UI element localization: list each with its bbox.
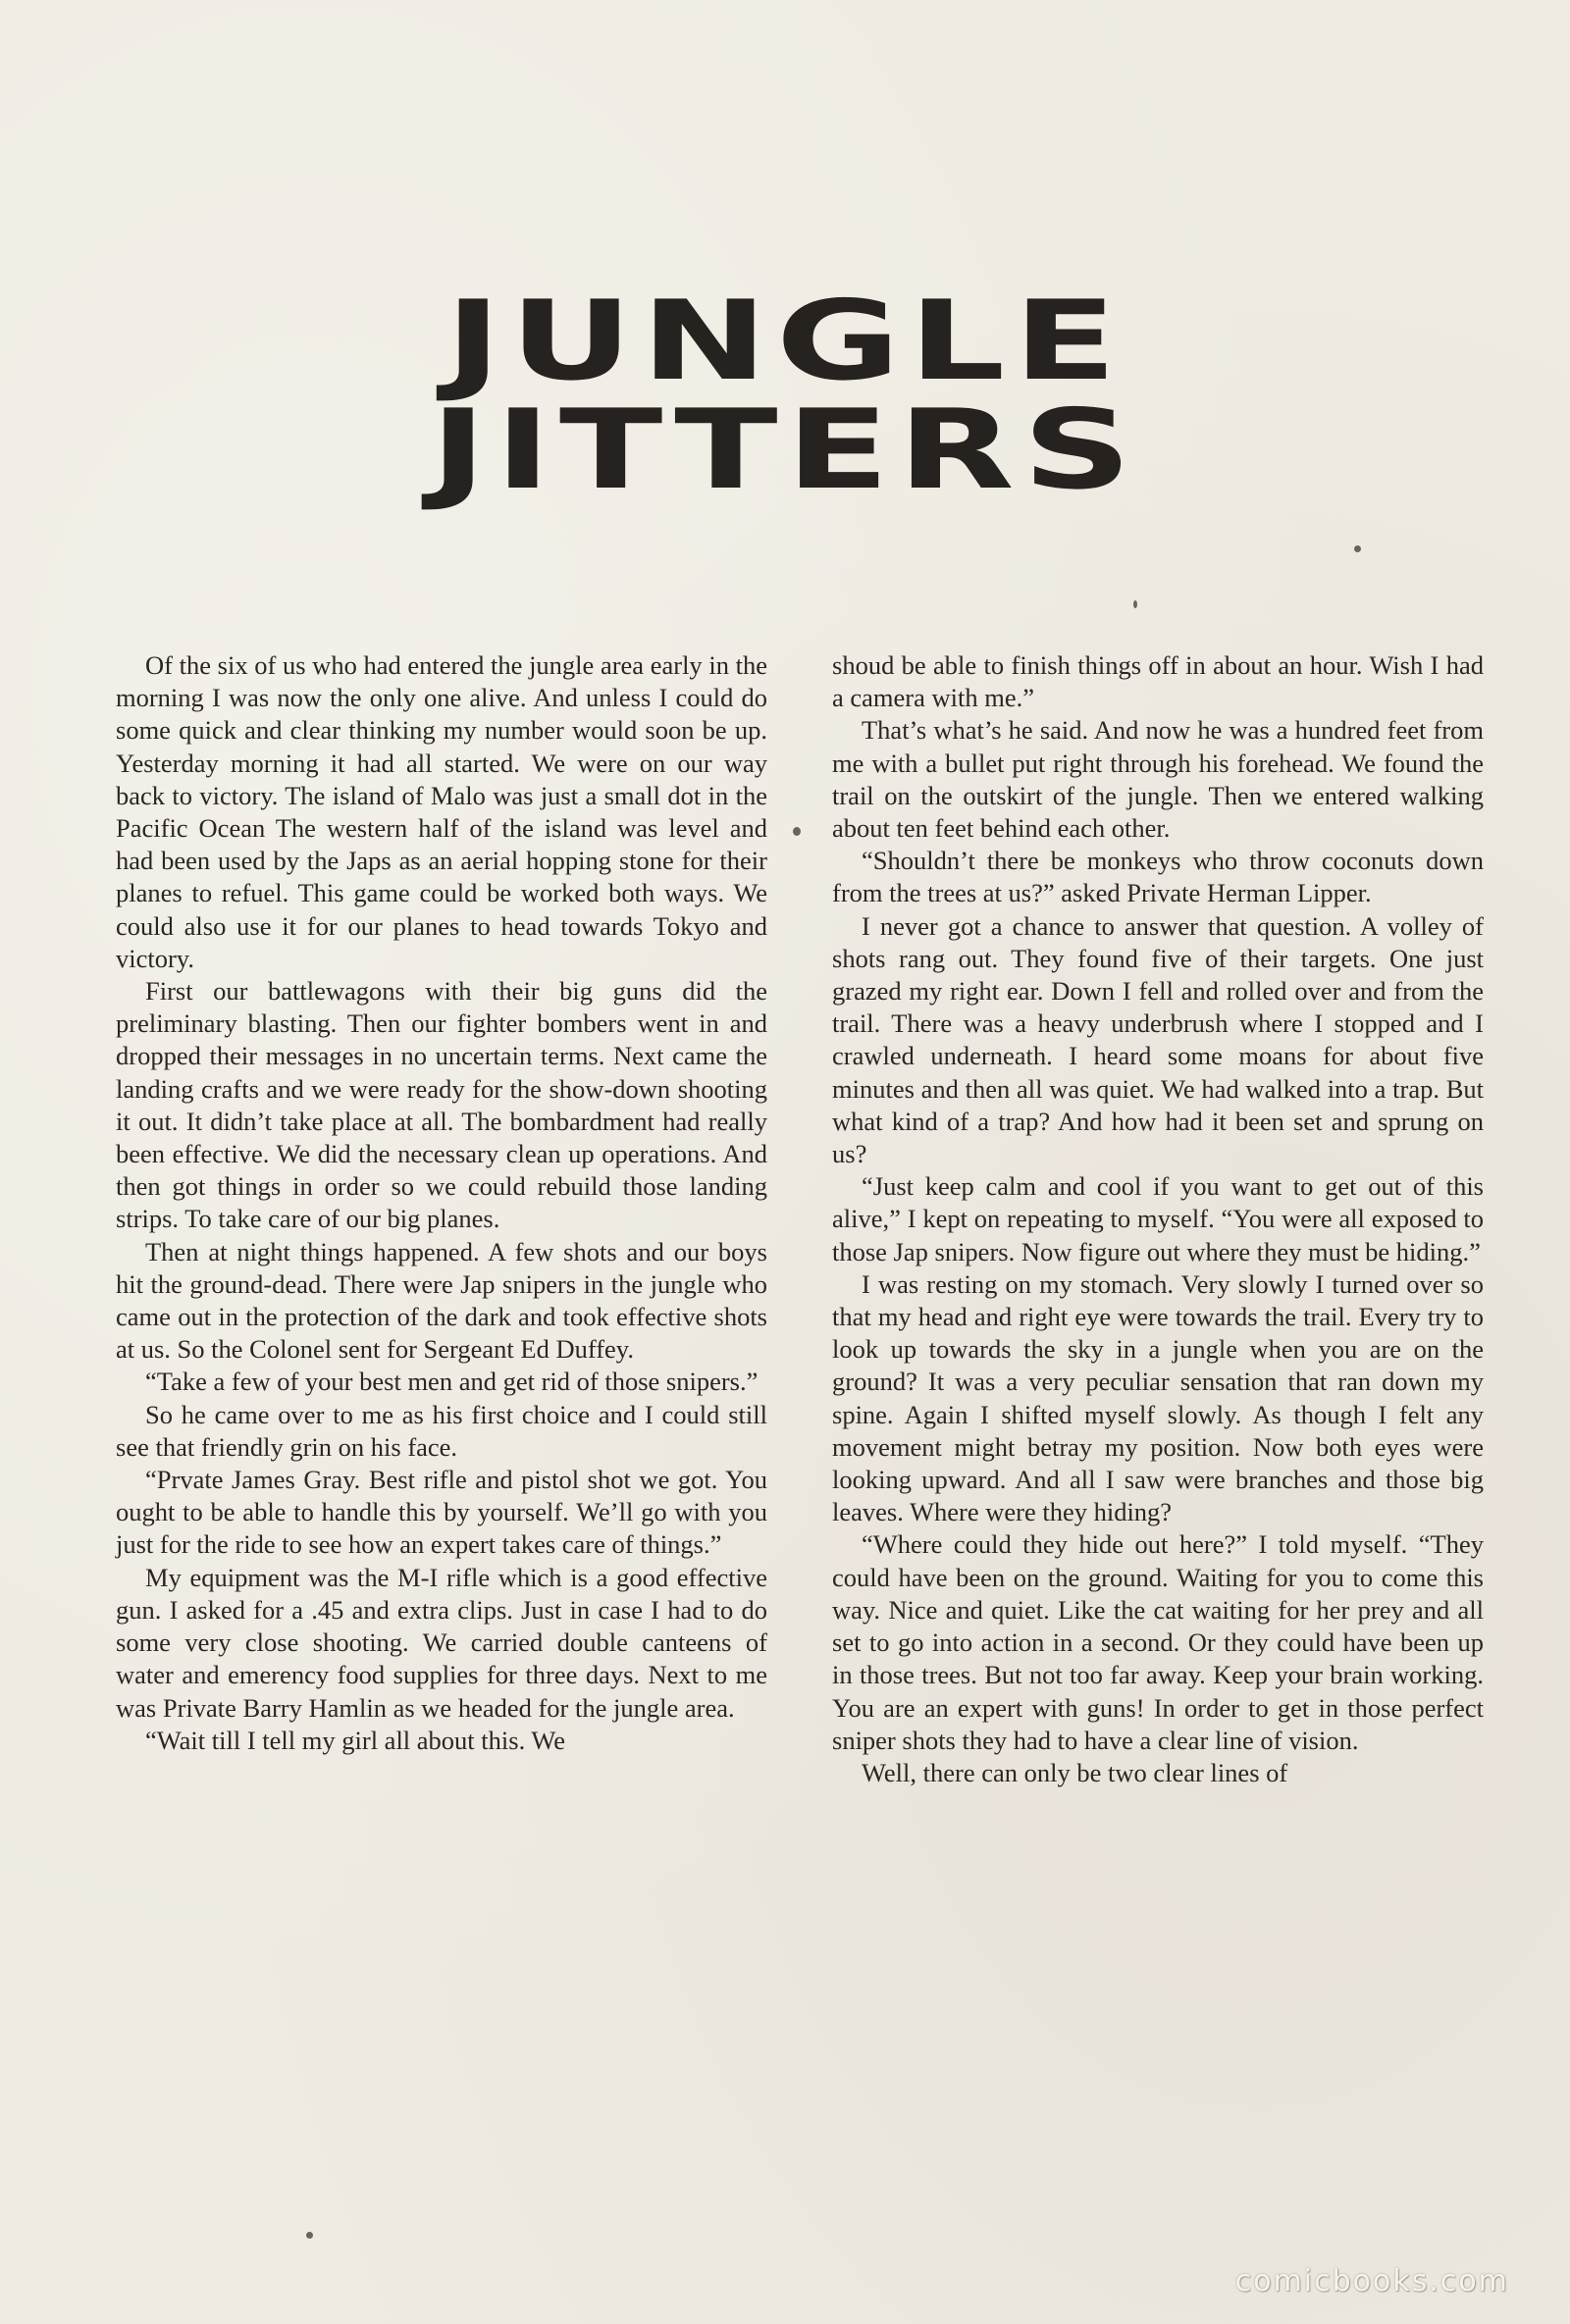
print-speck <box>793 827 801 836</box>
paragraph: “Wait till I tell my girl all about this. We <box>145 1725 565 1755</box>
paragraph: “Shouldn’t there be monkeys who throw coconuts down from the trees at us?” asked Private Herman Lipper. <box>832 846 1484 908</box>
print-speck <box>306 2232 313 2239</box>
right-text-column <box>832 649 1484 1789</box>
paragraph: My equipment was the M-I rifle which is a good effective gun. I asked for a .45 and extra clips. Just in case I had to do some very close shooting. We carried double canteens of water and emerency food supplies for three days. Next to me was Private Barry Hamlin as we headed for the jungle area. <box>116 1562 767 1723</box>
paragraph: Of the six of us who had entered the jungle area early in the morning I was now the only one alive. And unless I could do some quick and clear thinking my number would soon be up. Yesterday morning it had all started. We were on our way back to victory. The island of Malo was just a small dot in the Pacific Ocean The western half of the island was level and had been used by the Japs as an aerial hopping stone for their planes to refuel. This game could be worked both ways. We could also use it for our planes to head towards Tokyo and victory. <box>116 650 767 973</box>
paragraph: That’s what’s he said. And now he was a hundred feet from me with a bullet put right through his forehead. We found the trail on the outskirt of the jungle. Then we entered walking about ten feet behind each other. <box>832 715 1484 844</box>
print-speck <box>1354 545 1361 552</box>
paragraph: I never got a chance to answer that question. A volley of shots rang out. They found five of their targets. One just grazed my right ear. Down I fell and rolled over and from the trail. There was a heavy underbrush where I stopped and I crawled underneath. I heard some moans for about five minutes and then all was quiet. We had walked into a trap. But what kind of a trap? And how had it been set and sprung on us? <box>832 910 1484 1169</box>
print-speck <box>1133 600 1137 608</box>
paragraph: “Where could they hide out here?” I told myself. “They could have been on the ground. Waiting for you to come this way. Nice and quiet. Like the cat waiting for her prey and all set to go into action in a second. Or they could have been up in those trees. But not too far away. Keep your brain working. You are an expert with guns! In order to get in those perfect sniper shots they had to have a clear line of vision. <box>832 1529 1484 1755</box>
paragraph: Well, there can only be two clear lines of <box>862 1757 1288 1787</box>
left-text-column <box>116 649 767 1757</box>
story-title-line-1: JUNGLE <box>445 278 1125 405</box>
paragraph: “Take a few of your best men and get rid of those snipers.” <box>145 1367 759 1397</box>
paragraph: So he came over to me as his first choice and I could still see that friendly grin on his face. <box>116 1399 767 1462</box>
paragraph: I was resting on my stomach. Very slowly I turned over so that my head and right eye were towards the trail. Every try to look up towards the sky in a jungle when you are on the ground? It was a very peculiar sensation that ran down my spine. Again I shifted myself slowly. As though I felt any movement might betray my position. Now both eyes were looking upward. And all I saw were branches and those big leaves. Where were they hiding? <box>832 1268 1484 1527</box>
paragraph: “Prvate James Gray. Best rifle and pistol shot we got. You ought to be able to handle this by yourself. We’ll go with you just for the ride to see how an expert takes care of things.” <box>116 1465 767 1560</box>
paragraph: Then at night things happened. A few shots and our boys hit the ground-dead. There were Jap snipers in the jungle who came out in the protection of the dark and took effective shots at us. So the Colonel sent for Sergeant Ed Duffey. <box>116 1236 767 1365</box>
paragraph: First our battlewagons with their big guns did the preliminary blasting. Then our fighter bombers went in and dropped their messages in no uncertain terms. Next came the landing crafts and we were ready for the show-down shooting it out. It didn’t take place at all. The bombardment had really been effective. We did the necessary clean up operations. And then got things in order so we could rebuild those landing strips. To take care of our big planes. <box>116 976 767 1234</box>
story-title-line-2: JITTERS <box>430 387 1140 514</box>
paragraph-continued: shoud be able to finish things off in about an hour. Wish I had a camera with me.” <box>832 650 1484 713</box>
watermark: comicbooks.com <box>1234 2264 1509 2298</box>
paragraph: “Just keep calm and cool if you want to get out of this alive,” I kept on repeating to myself. “You were all exposed to those Jap snipers. Now figure out where they must be hiding.” <box>832 1171 1484 1266</box>
